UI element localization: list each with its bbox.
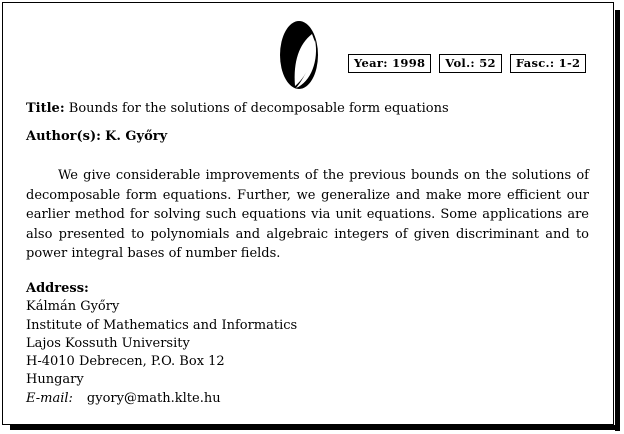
email-address[interactable]: gyory@math.klte.hu [86, 390, 221, 406]
address-institute: Institute of Mathematics and Informatics [26, 317, 298, 333]
fascicle-badge: Fasc.: 1-2 [510, 54, 587, 73]
year-badge: Year: 1998 [348, 54, 431, 73]
address-block [26, 280, 297, 408]
card-shadow-bottom [10, 425, 620, 430]
abstract-text: We give considerable improvements of the previous bounds on the solutions of decomposable form equations. Further, we generalize and make more efficient our earlier method for solving such equations via unit equations. Some applications are also presented to polynomials and algebraic integers of given discriminant and to power integral bases of number fields. [26, 168, 589, 261]
email-label: E-mail: [26, 390, 73, 406]
paper-title: Bounds for the solutions of decomposable form equations [68, 101, 449, 116]
author-line [26, 129, 167, 144]
author-names: K. Győry [105, 129, 168, 144]
address-country: Hungary [26, 372, 84, 388]
issue-info [348, 54, 586, 73]
title-line [26, 101, 449, 116]
address-name: Kálmán Győry [26, 299, 120, 315]
journal-logo-icon [279, 20, 319, 90]
author-label: Author(s): [26, 129, 101, 144]
address-university: Lajos Kossuth University [26, 335, 190, 351]
volume-badge: Vol.: 52 [439, 54, 502, 73]
address-heading: Address: [26, 281, 89, 296]
address-city: H-4010 Debrecen, P.O. Box 12 [26, 354, 225, 370]
title-label: Title: [26, 101, 65, 116]
card-shadow-right [615, 10, 620, 431]
email-line [26, 390, 297, 408]
